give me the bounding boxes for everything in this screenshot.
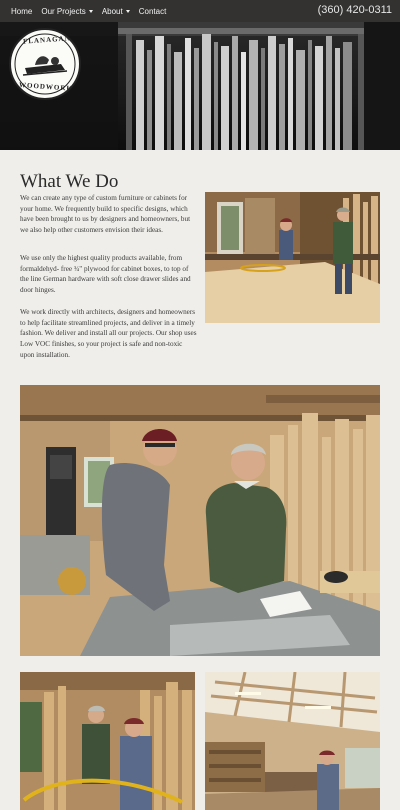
- hero-banner: [0, 22, 400, 150]
- shop-photo-cutting-table[interactable]: [205, 192, 380, 323]
- nav-about-label: About: [101, 6, 123, 16]
- flanagan-woodworks-logo[interactable]: [9, 28, 81, 100]
- chevron-down-icon: [126, 10, 130, 13]
- nav-home-link[interactable]: [11, 7, 32, 16]
- nav-our-projects-label: Our Projects: [41, 6, 86, 16]
- intro-paragraph-2: We use only the highest quality products available, from formaldehyd- free ¾" plywood for cabinet boxes, to top of the line German hardware with soft close drawer slides and door hinges.: [20, 254, 191, 295]
- logo-text-bottom: WOODWORKS: [18, 80, 79, 94]
- logo-text-top: FLANAGAN: [22, 34, 71, 46]
- nav-our-projects-link[interactable]: [41, 7, 92, 16]
- nav-contact-link[interactable]: [139, 7, 167, 16]
- phone-number-link[interactable]: (360) 420-0311: [317, 4, 392, 16]
- intro-paragraph-3: We work directly with architects, designers and homeowners to help facilitate streamlined projects, and deliver in a timely fashion. We deliver and install all our projects. Our shop uses Low VOC finishes, so your project is safe and non-toxic upon installation.: [20, 308, 197, 359]
- nav-contact-label: Contact: [138, 6, 167, 16]
- section-title: What We Do: [20, 171, 119, 192]
- shop-photo-workshop-interior[interactable]: [205, 672, 380, 810]
- chevron-down-icon: [89, 10, 93, 13]
- shop-photo-table-saw[interactable]: [20, 385, 380, 656]
- nav-about-link[interactable]: [102, 7, 130, 16]
- nav-home-label: Home: [11, 6, 33, 16]
- top-nav-bar: [0, 0, 400, 22]
- shop-photo-lumber-storage[interactable]: [20, 672, 195, 810]
- intro-paragraph-1: We can create any type of custom furniture or cabinets for your home. We frequently build to specific designs, which have been brought to us by designers and homeowners, but we also help other customers envision their ideas.: [20, 194, 191, 235]
